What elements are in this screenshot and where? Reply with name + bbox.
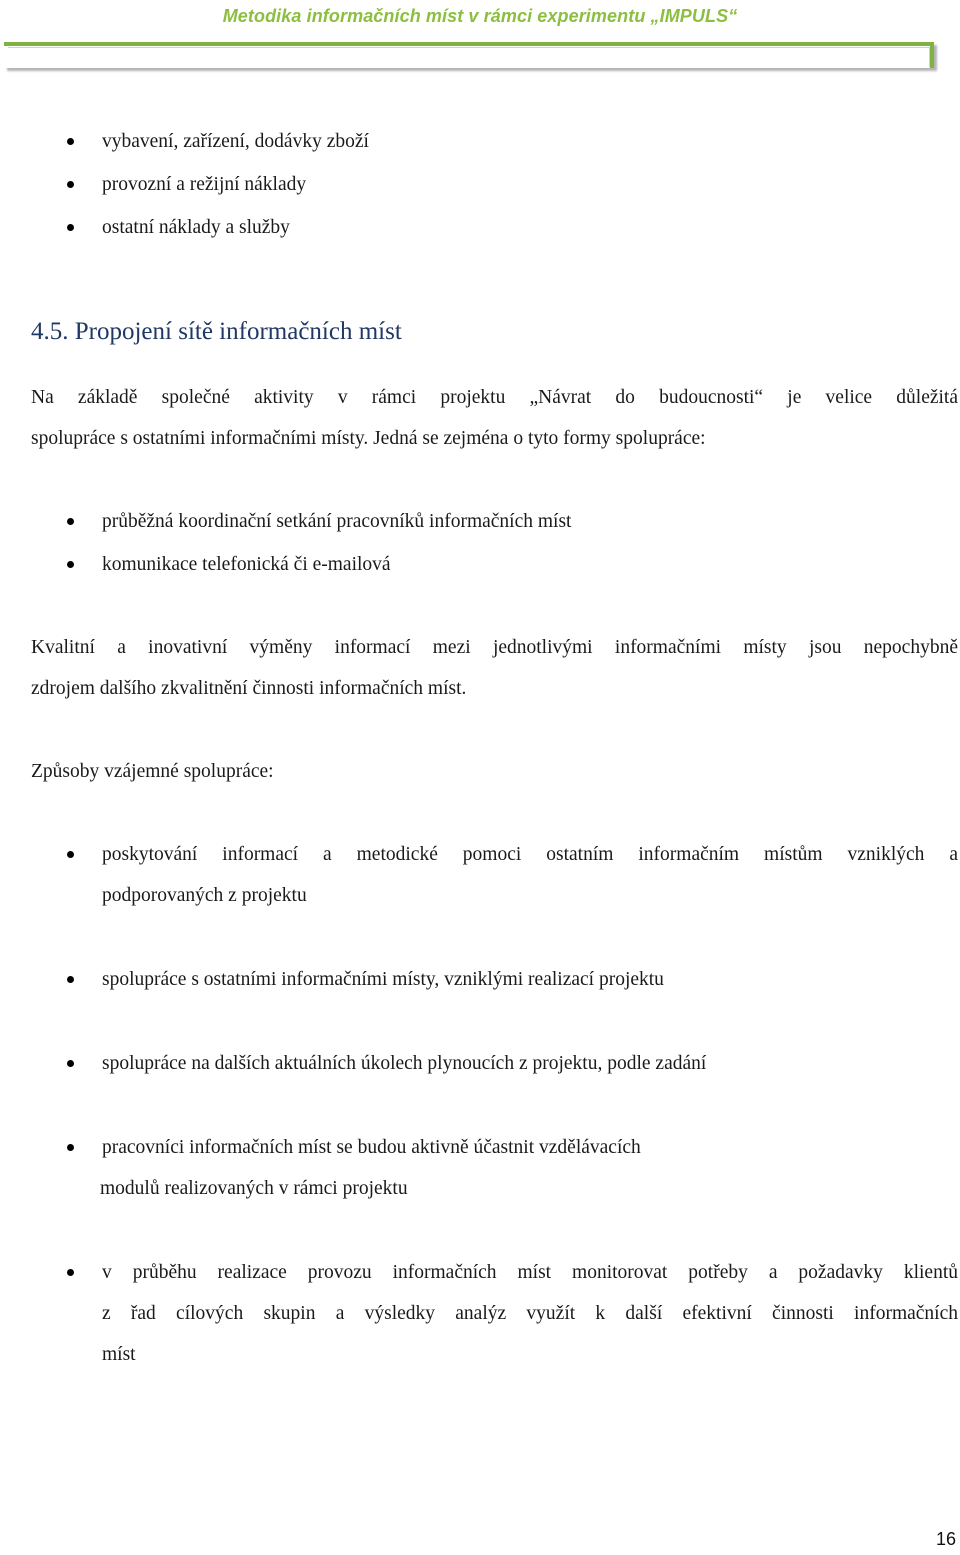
bullet-icon: [67, 561, 74, 568]
list-item-costs-2: provozní a režijní náklady: [102, 174, 307, 195]
methods-5-line-3: míst: [102, 1344, 136, 1365]
bullet-icon: [67, 224, 74, 231]
methods-4-line-2: modulů realizovaných v rámci projektu: [100, 1178, 408, 1199]
bullet-icon: [67, 518, 74, 525]
methods-5-line-2: z řad cílových skupin a výsledky analýz využít k další efektivní činnosti informačních: [102, 1303, 958, 1324]
list-item-forms-1: průběžná koordinační setkání pracovníků informačních míst: [102, 511, 572, 532]
section-heading: 4.5. Propojení sítě informačních míst: [31, 318, 402, 345]
bullet-icon: [67, 976, 74, 983]
intro-line-2: spolupráce s ostatními informačními místy. Jedná se zejména o tyto formy spolupráce:: [31, 428, 706, 449]
quality-line-2: zdrojem dalšího zkvalitnění činnosti informačních míst.: [31, 678, 467, 699]
list-item-methods-1: [102, 834, 958, 916]
list-item-methods-4: [102, 1127, 958, 1209]
bullet-icon: [67, 1269, 74, 1276]
bullet-icon: [67, 138, 74, 145]
header-rule-inner: [8, 47, 930, 67]
intro-line-1: Na základě společné aktivity v rámci projektu „Návrat do budoucnosti“ je velice důležitá: [31, 387, 958, 408]
list-item-costs-3: ostatní náklady a služby: [102, 217, 290, 238]
list-item-costs-1: vybavení, zařízení, dodávky zboží: [102, 131, 369, 152]
quality-line-1: Kvalitní a inovativní výměny informací mezi jednotlivými informačními místy jsou nepochybně: [31, 637, 958, 658]
list-item-methods-5: [102, 1252, 958, 1375]
list-item-forms-2: komunikace telefonická či e-mailová: [102, 554, 391, 575]
running-header-title: Metodika informačních míst v rámci experimentu „IMPULS“: [222, 6, 738, 26]
bullet-icon: [67, 181, 74, 188]
bullet-icon: [67, 851, 74, 858]
bullet-icon: [67, 1060, 74, 1067]
intro-paragraph: [31, 377, 958, 459]
list-item-methods-2: spolupráce s ostatními informačními místy, vzniklými realizací projektu: [102, 969, 664, 990]
methods-1-line-1: poskytování informací a metodické pomoci ostatním informačním místům vzniklých a: [102, 844, 958, 865]
methods-5-line-1: v průběhu realizace provozu informačních míst monitorovat potřeby a požadavky klientů: [102, 1262, 958, 1283]
page-number: 16: [935, 1529, 956, 1549]
bullet-icon: [67, 1144, 74, 1151]
methods-4-line-1: pracovníci informačních míst se budou aktivně účastnit vzdělávacích: [102, 1137, 641, 1158]
methods-label: Způsoby vzájemné spolupráce:: [31, 761, 274, 782]
methods-1-line-2: podporovaných z projektu: [102, 885, 307, 906]
quality-paragraph: [31, 627, 958, 709]
list-item-methods-3: spolupráce na dalších aktuálních úkolech plynoucích z projektu, podle zadání: [102, 1053, 707, 1074]
